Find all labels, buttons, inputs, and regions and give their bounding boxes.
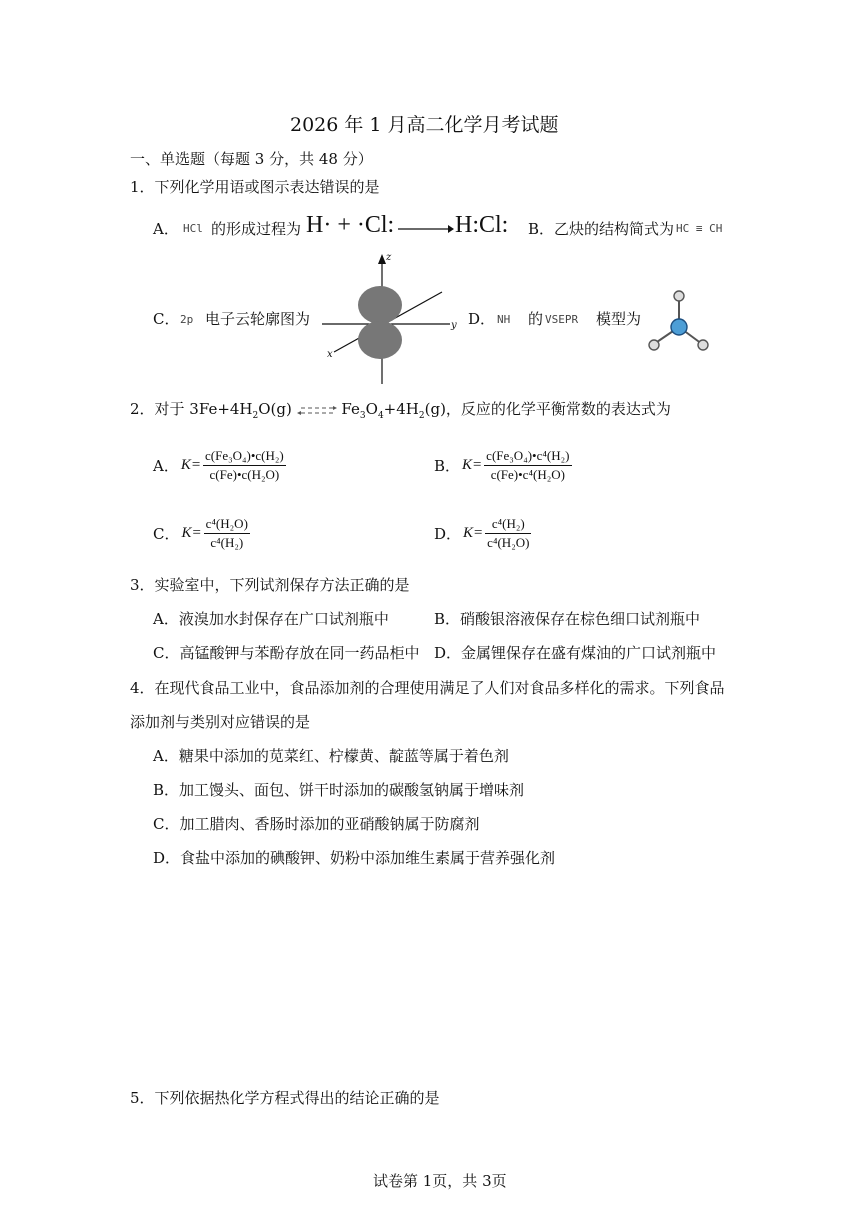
q1-option-a-lewis-left: H· + ·Cl: (306, 212, 395, 238)
q1-option-a-label: A． (153, 220, 179, 238)
page-footer: 试卷第 1页，共 3页 (373, 1172, 507, 1190)
q2-option-b: B． K= $\frac{\text{c(Fe₃O₄)•c⁴(H₂)}}{\text{c(Fe)•c⁴(H₂O)}}$ (434, 448, 570, 482)
q1-option-c-label: C． (153, 310, 180, 328)
q4-option-c: C．加工腊肉、香肠时添加的亚硝酸钠属于防腐剂 (153, 815, 480, 833)
q3-option-c: C．高锰酸钾与苯酚存放在同一药品柜中 (153, 644, 420, 662)
q1-option-d-text1: 的 (528, 310, 544, 328)
vsepr-model-diagram (642, 286, 714, 354)
q2-option-d: D． K= $\frac{\text{c⁴(H₂)}}{\text{c⁴(H₂O)}}$ (434, 516, 530, 550)
axis-x-label: x (327, 349, 333, 360)
q1-option-d-label: D． (468, 310, 496, 328)
q1-option-b-text: B．乙炔的结构简式为 (528, 220, 675, 238)
page-title: 2026 年 1 月高二化学月考试题 (290, 114, 559, 136)
q3-option-b: B．硝酸银溶液保存在棕色细口试剂瓶中 (434, 610, 701, 628)
q1-option-d-text2: 模型为 (596, 310, 642, 328)
q4-option-d: D．食盐中添加的碘酸钾、奶粉中添加维生素属于营养强化剂 (153, 849, 556, 867)
question-4-stem-line2: 添加剂与类别对应错误的是 (130, 713, 311, 731)
reversible-arrow-icon (297, 402, 337, 418)
question-2-stem: 2．对于 $3Fe+4H_2O(g)$ $Fe_3O_4+4H_2(g)$，反应的化学平衡常数的表达式为 (130, 400, 671, 421)
question-1-stem: 1．下列化学用语或图示表达错误的是 (130, 178, 380, 196)
q1-option-a-formula: HCl (183, 222, 203, 235)
question-3-stem: 3．实验室中，下列试剂保存方法正确的是 (130, 576, 410, 594)
q2-option-a: A． K= $\frac{\text{c(Fe₃O₄)•c(H₂)}}{\text{c(Fe)•c(H₂O)}}$ (153, 448, 284, 482)
question-4-stem-line1: 4．在现代食品工业中，食品添加剂的合理使用满足了人们对食品多样化的需求。下列食品 (130, 679, 725, 697)
p-orbital-diagram (320, 252, 460, 387)
q3-option-a: A．液溴加水封保存在广口试剂瓶中 (153, 610, 389, 628)
q1-option-c-orbital: 2p (180, 313, 194, 326)
axis-y-label: y (451, 320, 457, 331)
q1-option-d-formula: NH (497, 313, 511, 326)
axis-z-label: z (386, 252, 392, 263)
q4-option-b: B．加工馒头、面包、饼干时添加的碳酸氢钠属于增味剂 (153, 781, 525, 799)
q1-option-a-lewis-right: H:Cl: (455, 212, 509, 238)
section-heading: 一、单选题（每题 3 分，共 48 分） (130, 150, 373, 168)
q1-option-c-text: 电子云轮廓图为 (205, 310, 311, 328)
q1-option-d-vsepr: VSEPR (545, 313, 579, 326)
q1-option-b-formula: HC ≡ CH (676, 222, 723, 235)
q2-option-c: C． K= $\frac{\text{c⁴(H₂O)}}{\text{c⁴(H₂)}}$ (153, 516, 248, 550)
question-5-stem: 5．下列依据热化学方程式得出的结论正确的是 (130, 1089, 440, 1107)
q3-option-d: D．金属锂保存在盛有煤油的广口试剂瓶中 (434, 644, 717, 662)
q4-option-a: A．糖果中添加的苋菜红、柠檬黄、靛蓝等属于着色剂 (153, 747, 509, 765)
q1-option-a-text: 的形成过程为 (211, 220, 302, 238)
reaction-arrow-icon (398, 222, 454, 236)
